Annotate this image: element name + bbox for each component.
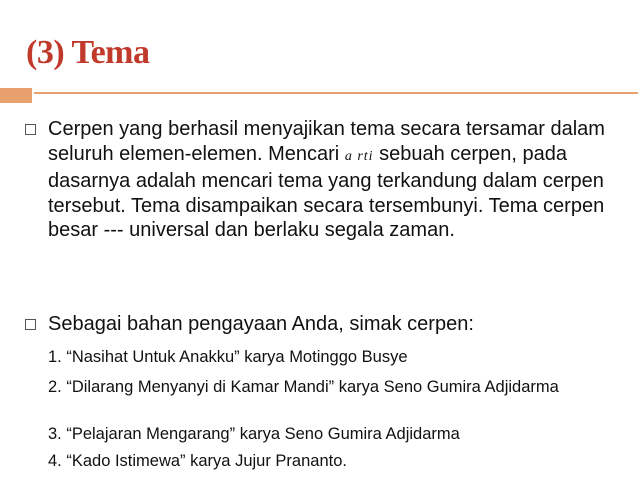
bullet-text-stylized-word: a rti (344, 148, 374, 164)
story-list-item: 3. “Pelajaran Mengarang” karya Seno Gumira Adjidarma (48, 425, 460, 443)
story-list-item: 2. “Dilarang Menyanyi di Kamar Mandi” karya Seno Gumira Adjidarma (48, 378, 559, 396)
story-list-item: 1. “Nasihat Untuk Anakku” karya Motinggo Busye (48, 348, 408, 366)
accent-bar-gap (32, 88, 34, 103)
bullet-square-icon (25, 319, 36, 330)
slide-title: (3) Tema (26, 34, 150, 71)
bullet-paragraph-enrichment: Sebagai bahan pengayaan Anda, simak cerpen: (48, 313, 474, 335)
bullet-text-part: Cerpen yang berhasil menyajikan tema secara tersamar dalam seluruh elemen-elemen. Mencari (48, 118, 605, 165)
story-list-item: 4. “Kado Istimewa” karya Jujur Prananto. (48, 452, 347, 470)
bullet-square-icon (25, 124, 36, 135)
accent-bar-block (0, 88, 32, 103)
bullet-paragraph-theme (48, 117, 618, 243)
bullet-text-part: sebuah cerpen, pada dasarnya adalah mencari tema yang terkandung dalam cerpen tersebut. Tema disampaikan secara tersembunyi. Tema cerpen besar --- universal dan berlaku segala zaman. (48, 142, 605, 241)
accent-bar-line (34, 92, 638, 94)
